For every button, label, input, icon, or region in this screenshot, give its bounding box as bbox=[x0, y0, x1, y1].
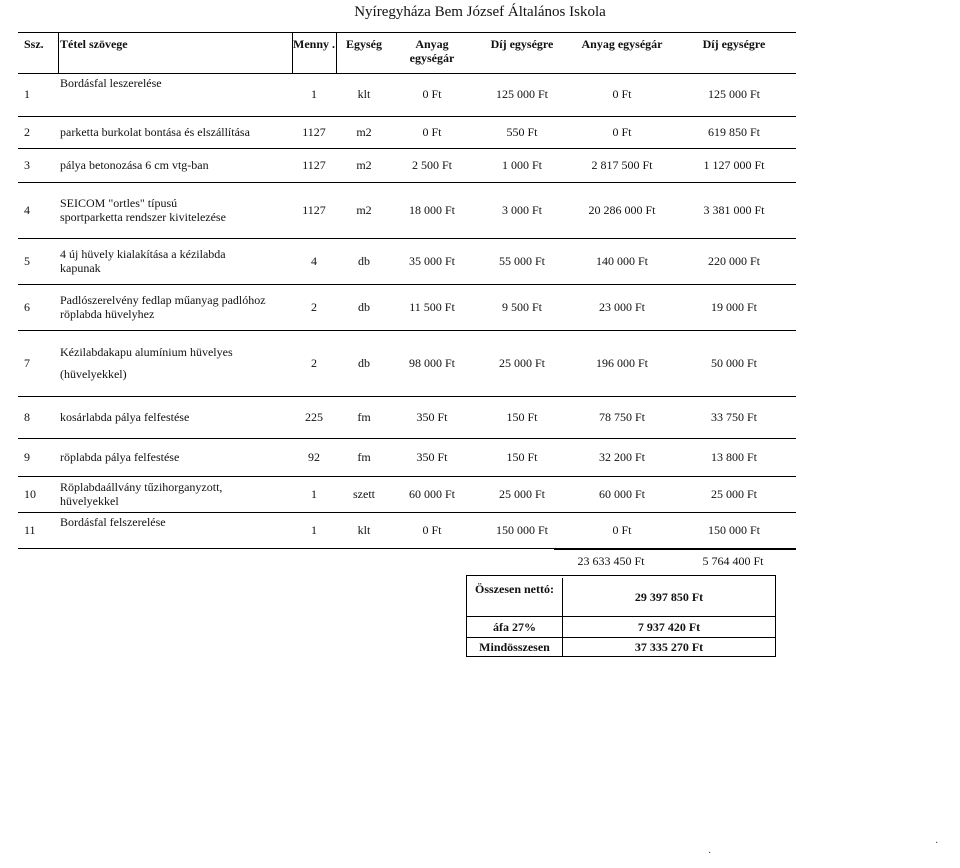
row-material-price: 60 000 Ft bbox=[408, 487, 455, 501]
table-row bbox=[18, 148, 796, 183]
row-fee-price: 150 Ft bbox=[506, 450, 538, 464]
row-fee-price: 9 500 Ft bbox=[501, 300, 542, 314]
row-num: 6 bbox=[24, 300, 30, 314]
scan-speck: · bbox=[708, 848, 712, 859]
row-num: 7 bbox=[24, 356, 30, 370]
row-num: 9 bbox=[24, 450, 30, 464]
row-num: 5 bbox=[24, 254, 30, 268]
row-qty: 4 bbox=[311, 254, 317, 268]
row-fee-price: 150 000 Ft bbox=[495, 523, 548, 537]
row-fee-price: 550 Ft bbox=[506, 125, 538, 139]
row-num: 11 bbox=[24, 523, 36, 537]
row-desc: kosárlabda pálya felfestése bbox=[60, 410, 190, 424]
table-row bbox=[18, 72, 796, 117]
row-material-price: 35 000 Ft bbox=[408, 254, 455, 268]
row-qty: 1127 bbox=[302, 203, 326, 217]
header-divider bbox=[336, 33, 337, 73]
row-num: 4 bbox=[24, 203, 30, 217]
row-fee-price: 55 000 Ft bbox=[498, 254, 545, 268]
row-unit: db bbox=[358, 300, 370, 314]
row-material-total: 60 000 Ft bbox=[598, 487, 645, 501]
row-desc: Bordásfal leszerelése bbox=[60, 76, 162, 90]
row-num: 1 bbox=[24, 87, 30, 101]
row-material-price: 2 500 Ft bbox=[411, 158, 452, 172]
row-fee-price: 125 000 Ft bbox=[495, 87, 548, 101]
header-material-unit-price: Anyag egységár bbox=[409, 37, 455, 65]
row-qty: 1127 bbox=[302, 125, 326, 139]
row-material-total: 140 000 Ft bbox=[595, 254, 648, 268]
row-fee-total: 13 800 Ft bbox=[710, 450, 757, 464]
grand-total-label: Mindösszesen bbox=[467, 638, 563, 656]
row-material-price: 18 000 Ft bbox=[408, 203, 455, 217]
header-divider bbox=[292, 33, 293, 73]
row-fee-price: 3 000 Ft bbox=[501, 203, 542, 217]
row-desc: Röplabdaállvány tűzihorganyzott, hüvelyekkel bbox=[60, 480, 223, 508]
row-material-total: 196 000 Ft bbox=[595, 356, 648, 370]
table-row bbox=[18, 238, 796, 285]
grand-total-value: 37 335 270 Ft bbox=[634, 640, 704, 654]
header-qty: Menny . bbox=[293, 37, 335, 51]
row-fee-total: 25 000 Ft bbox=[710, 487, 757, 501]
row-unit: db bbox=[358, 356, 370, 370]
row-fee-total: 19 000 Ft bbox=[710, 300, 757, 314]
row-fee-total: 3 381 000 Ft bbox=[703, 203, 765, 217]
row-qty: 1 bbox=[311, 523, 317, 537]
table-header bbox=[18, 32, 796, 74]
row-material-total: 0 Ft bbox=[612, 87, 632, 101]
net-label: Összesen nettó: bbox=[467, 578, 563, 616]
table-row bbox=[18, 476, 796, 513]
row-unit: m2 bbox=[356, 203, 372, 217]
row-material-total: 0 Ft bbox=[612, 125, 632, 139]
row-fee-price: 1 000 Ft bbox=[501, 158, 542, 172]
scan-speck: · bbox=[935, 838, 939, 849]
row-qty: 225 bbox=[305, 410, 323, 424]
row-qty: 1 bbox=[311, 487, 317, 501]
row-material-total: 0 Ft bbox=[612, 523, 632, 537]
row-unit: klt bbox=[357, 87, 371, 101]
table-row bbox=[18, 396, 796, 439]
table-row bbox=[18, 438, 796, 477]
document-title: Nyíregyháza Bem József Általános Iskola bbox=[354, 4, 606, 20]
row-qty: 92 bbox=[308, 450, 320, 464]
row-qty: 2 bbox=[311, 356, 317, 370]
row-desc: röplabda pálya felfestése bbox=[60, 450, 180, 464]
row-num: 10 bbox=[24, 487, 36, 501]
header-desc: Tétel szövege bbox=[60, 37, 128, 51]
row-material-price: 98 000 Ft bbox=[408, 356, 455, 370]
fee-grand-total: 5 764 400 Ft bbox=[702, 554, 764, 568]
row-num: 3 bbox=[24, 158, 30, 172]
row-material-total: 20 286 000 Ft bbox=[588, 203, 656, 217]
row-material-total: 32 200 Ft bbox=[598, 450, 645, 464]
header-material-total: Anyag egységár bbox=[581, 37, 663, 51]
row-unit: m2 bbox=[356, 158, 372, 172]
row-desc: pálya betonozása 6 cm vtg-ban bbox=[60, 158, 209, 172]
table-row bbox=[18, 512, 796, 549]
summary-box bbox=[466, 575, 776, 657]
table-row bbox=[18, 330, 796, 397]
row-material-price: 350 Ft bbox=[416, 450, 448, 464]
row-unit: m2 bbox=[356, 125, 372, 139]
row-desc: Bordásfal felszerelése bbox=[60, 515, 166, 529]
table-row bbox=[18, 116, 796, 149]
row-material-total: 2 817 500 Ft bbox=[591, 158, 653, 172]
row-unit: fm bbox=[357, 410, 371, 424]
row-material-total: 23 000 Ft bbox=[598, 300, 645, 314]
header-fee-total: Díj egységre bbox=[702, 37, 766, 51]
row-material-price: 0 Ft bbox=[422, 523, 442, 537]
row-material-price: 11 500 Ft bbox=[409, 300, 455, 314]
row-qty: 1 bbox=[311, 87, 317, 101]
row-material-price: 350 Ft bbox=[416, 410, 448, 424]
row-material-price: 0 Ft bbox=[422, 125, 442, 139]
row-desc: Kézilabdakapu alumínium hüvelyes (hüvelyekkel) bbox=[60, 345, 233, 381]
row-fee-total: 1 127 000 Ft bbox=[703, 158, 765, 172]
row-material-price: 0 Ft bbox=[422, 87, 442, 101]
row-unit: szett bbox=[353, 487, 375, 501]
table-row bbox=[18, 284, 796, 331]
header-fee-unit-price: Díj egységre bbox=[490, 37, 554, 51]
table-row bbox=[18, 182, 796, 239]
row-desc: Padlószerelvény fedlap műanyag padlóhoz röplabda hüvelyhez bbox=[60, 293, 266, 321]
row-unit: fm bbox=[357, 450, 371, 464]
row-qty: 2 bbox=[311, 300, 317, 314]
row-fee-total: 150 000 Ft bbox=[707, 523, 760, 537]
row-fee-total: 220 000 Ft bbox=[707, 254, 760, 268]
row-unit: klt bbox=[357, 523, 371, 537]
row-unit: db bbox=[358, 254, 370, 268]
row-fee-total: 50 000 Ft bbox=[710, 356, 757, 370]
net-value: 29 397 850 Ft bbox=[634, 590, 704, 604]
row-desc: SEICOM "ortles" típusú sportparketta rendszer kivitelezése bbox=[60, 196, 226, 224]
row-material-total: 78 750 Ft bbox=[598, 410, 645, 424]
header-unit: Egység bbox=[346, 37, 382, 51]
row-fee-total: 33 750 Ft bbox=[710, 410, 757, 424]
vat-value: 7 937 420 Ft bbox=[637, 620, 701, 634]
row-qty: 1127 bbox=[302, 158, 326, 172]
header-divider bbox=[58, 33, 59, 73]
material-grand-total: 23 633 450 Ft bbox=[577, 554, 645, 568]
vat-label: áfa 27% bbox=[467, 617, 563, 637]
row-fee-price: 150 Ft bbox=[506, 410, 538, 424]
row-fee-total: 619 850 Ft bbox=[707, 125, 760, 139]
row-desc: parketta burkolat bontása és elszállítása bbox=[60, 125, 250, 139]
row-fee-total: 125 000 Ft bbox=[707, 87, 760, 101]
row-fee-price: 25 000 Ft bbox=[498, 487, 545, 501]
header-num: Ssz. bbox=[24, 37, 44, 51]
row-num: 2 bbox=[24, 125, 30, 139]
row-num: 8 bbox=[24, 410, 30, 424]
totals-line bbox=[554, 549, 796, 550]
row-fee-price: 25 000 Ft bbox=[498, 356, 545, 370]
row-desc: 4 új hüvely kialakítása a kézilabda kapunak bbox=[60, 247, 226, 275]
